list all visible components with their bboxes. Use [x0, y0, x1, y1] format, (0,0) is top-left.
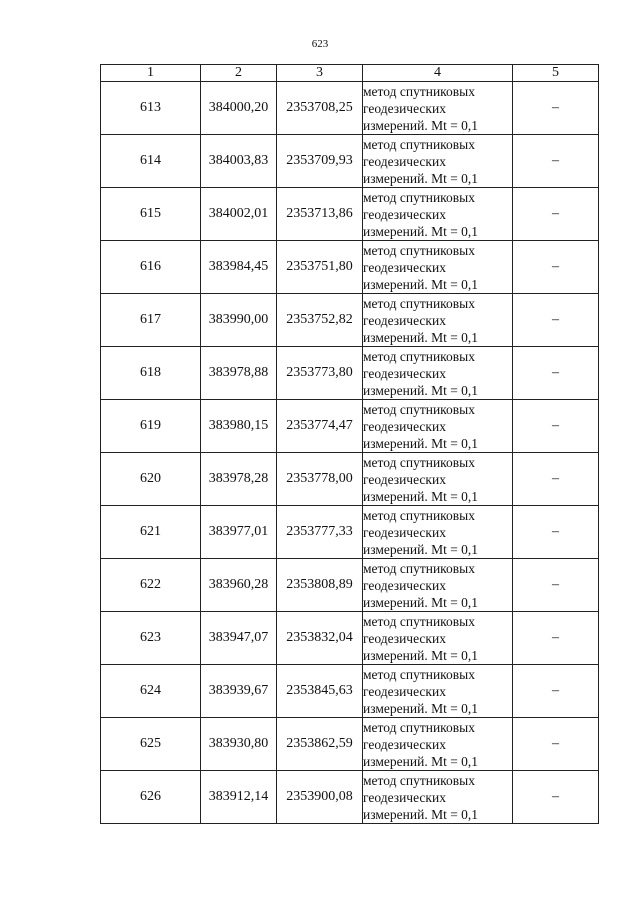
- y-coordinate-cell: 2353709,93: [277, 135, 363, 188]
- method-line: геодезических: [363, 312, 446, 328]
- method-cell: [363, 453, 513, 506]
- note-cell: –: [513, 718, 599, 771]
- x-coordinate-cell: 384003,83: [201, 135, 277, 188]
- method-line: измерений. Mt = 0,1: [363, 541, 479, 557]
- method-line: геодезических: [363, 630, 446, 646]
- method-cell: [363, 559, 513, 612]
- method-line: метод спутниковых: [363, 295, 475, 311]
- method-line: геодезических: [363, 418, 446, 434]
- header-row: [101, 65, 599, 82]
- y-coordinate-cell: 2353808,89: [277, 559, 363, 612]
- method-line: метод спутниковых: [363, 719, 475, 735]
- method-cell: [363, 347, 513, 400]
- method-line: метод спутниковых: [363, 401, 475, 417]
- method-cell: [363, 400, 513, 453]
- page-number: 623: [311, 38, 329, 50]
- header-col-4: 4: [363, 65, 513, 82]
- y-coordinate-cell: 2353713,86: [277, 188, 363, 241]
- note-cell: –: [513, 400, 599, 453]
- point-number-cell: 626: [101, 771, 201, 824]
- method-line: измерений. Mt = 0,1: [363, 117, 479, 133]
- table-row: [101, 188, 599, 241]
- header-col-1: 1: [101, 65, 201, 82]
- point-number-cell: 619: [101, 400, 201, 453]
- note-cell: –: [513, 771, 599, 824]
- table-row: [101, 82, 599, 135]
- method-cell: [363, 241, 513, 294]
- method-line: геодезических: [363, 153, 446, 169]
- method-line: метод спутниковых: [363, 348, 475, 364]
- x-coordinate-cell: 383980,15: [201, 400, 277, 453]
- method-line: измерений. Mt = 0,1: [363, 223, 479, 239]
- x-coordinate-cell: 383990,00: [201, 294, 277, 347]
- x-coordinate-cell: 383939,67: [201, 665, 277, 718]
- table-row: [101, 135, 599, 188]
- header-col-3: 3: [277, 65, 363, 82]
- method-line: измерений. Mt = 0,1: [363, 276, 479, 292]
- method-cell: [363, 771, 513, 824]
- table-row: [101, 718, 599, 771]
- y-coordinate-cell: 2353778,00: [277, 453, 363, 506]
- method-cell: [363, 294, 513, 347]
- header-col-2: 2: [201, 65, 277, 82]
- method-line: метод спутниковых: [363, 560, 475, 576]
- method-line: геодезических: [363, 524, 446, 540]
- table-row: [101, 612, 599, 665]
- y-coordinate-cell: 2353900,08: [277, 771, 363, 824]
- y-coordinate-cell: 2353773,80: [277, 347, 363, 400]
- method-line: метод спутниковых: [363, 189, 475, 205]
- table-row: [101, 559, 599, 612]
- y-coordinate-cell: 2353777,33: [277, 506, 363, 559]
- y-coordinate-cell: 2353774,47: [277, 400, 363, 453]
- y-coordinate-cell: 2353708,25: [277, 82, 363, 135]
- point-number-cell: 618: [101, 347, 201, 400]
- note-cell: –: [513, 188, 599, 241]
- point-number-cell: 620: [101, 453, 201, 506]
- point-number-cell: 622: [101, 559, 201, 612]
- y-coordinate-cell: 2353751,80: [277, 241, 363, 294]
- method-line: метод спутниковых: [363, 83, 475, 99]
- method-line: метод спутниковых: [363, 772, 475, 788]
- table-row: [101, 400, 599, 453]
- method-line: измерений. Mt = 0,1: [363, 382, 479, 398]
- point-number-cell: 614: [101, 135, 201, 188]
- point-number-cell: 615: [101, 188, 201, 241]
- point-number-cell: 621: [101, 506, 201, 559]
- method-line: измерений. Mt = 0,1: [363, 753, 479, 769]
- point-number-cell: 623: [101, 612, 201, 665]
- note-cell: –: [513, 347, 599, 400]
- coordinates-table: [100, 64, 599, 824]
- method-line: измерений. Mt = 0,1: [363, 700, 479, 716]
- method-line: метод спутниковых: [363, 454, 475, 470]
- method-line: измерений. Mt = 0,1: [363, 170, 479, 186]
- note-cell: –: [513, 559, 599, 612]
- note-cell: –: [513, 294, 599, 347]
- table-row: [101, 453, 599, 506]
- note-cell: –: [513, 453, 599, 506]
- method-line: геодезических: [363, 365, 446, 381]
- x-coordinate-cell: 383978,28: [201, 453, 277, 506]
- note-cell: –: [513, 135, 599, 188]
- y-coordinate-cell: 2353832,04: [277, 612, 363, 665]
- method-line: измерений. Mt = 0,1: [363, 806, 479, 822]
- point-number-cell: 616: [101, 241, 201, 294]
- method-cell: [363, 506, 513, 559]
- note-cell: –: [513, 665, 599, 718]
- y-coordinate-cell: 2353862,59: [277, 718, 363, 771]
- point-number-cell: 617: [101, 294, 201, 347]
- x-coordinate-cell: 383984,45: [201, 241, 277, 294]
- table-row: [101, 294, 599, 347]
- point-number-cell: 625: [101, 718, 201, 771]
- x-coordinate-cell: 383960,28: [201, 559, 277, 612]
- method-line: измерений. Mt = 0,1: [363, 647, 479, 663]
- x-coordinate-cell: 384002,01: [201, 188, 277, 241]
- method-line: метод спутниковых: [363, 507, 475, 523]
- method-line: геодезических: [363, 789, 446, 805]
- method-line: метод спутниковых: [363, 613, 475, 629]
- y-coordinate-cell: 2353845,63: [277, 665, 363, 718]
- method-cell: [363, 82, 513, 135]
- method-line: измерений. Mt = 0,1: [363, 435, 479, 451]
- method-line: метод спутниковых: [363, 242, 475, 258]
- note-cell: –: [513, 82, 599, 135]
- method-line: геодезических: [363, 736, 446, 752]
- note-cell: –: [513, 506, 599, 559]
- method-line: измерений. Mt = 0,1: [363, 488, 479, 504]
- x-coordinate-cell: 383977,01: [201, 506, 277, 559]
- method-cell: [363, 665, 513, 718]
- table-row: [101, 506, 599, 559]
- method-line: геодезических: [363, 100, 446, 116]
- header-col-5: 5: [513, 65, 599, 82]
- method-line: геодезических: [363, 471, 446, 487]
- method-cell: [363, 135, 513, 188]
- method-cell: [363, 718, 513, 771]
- table-row: [101, 771, 599, 824]
- x-coordinate-cell: 383947,07: [201, 612, 277, 665]
- method-line: метод спутниковых: [363, 666, 475, 682]
- method-line: геодезических: [363, 259, 446, 275]
- method-cell: [363, 612, 513, 665]
- point-number-cell: 624: [101, 665, 201, 718]
- method-line: геодезических: [363, 206, 446, 222]
- y-coordinate-cell: 2353752,82: [277, 294, 363, 347]
- note-cell: –: [513, 612, 599, 665]
- x-coordinate-cell: 383978,88: [201, 347, 277, 400]
- x-coordinate-cell: 383912,14: [201, 771, 277, 824]
- point-number-cell: 613: [101, 82, 201, 135]
- method-line: измерений. Mt = 0,1: [363, 594, 479, 610]
- method-cell: [363, 188, 513, 241]
- method-line: метод спутниковых: [363, 136, 475, 152]
- method-line: измерений. Mt = 0,1: [363, 329, 479, 345]
- table-row: [101, 665, 599, 718]
- method-line: геодезических: [363, 577, 446, 593]
- note-cell: –: [513, 241, 599, 294]
- x-coordinate-cell: 384000,20: [201, 82, 277, 135]
- table-row: [101, 241, 599, 294]
- method-line: геодезических: [363, 683, 446, 699]
- table-body: [101, 82, 599, 824]
- table-row: [101, 347, 599, 400]
- x-coordinate-cell: 383930,80: [201, 718, 277, 771]
